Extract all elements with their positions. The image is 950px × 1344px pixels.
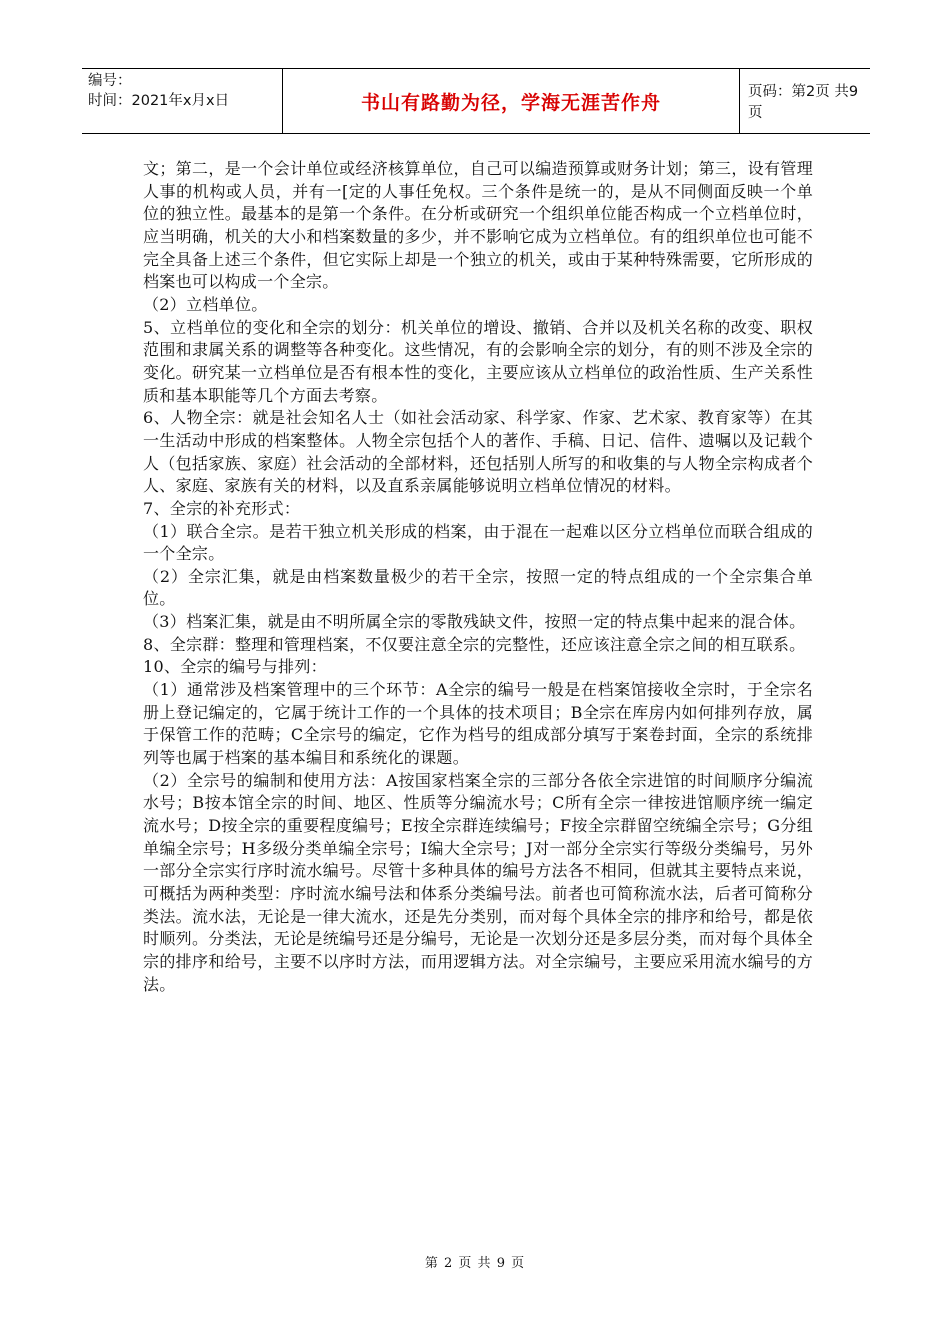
page-header <box>82 68 870 134</box>
header-motto-cell <box>282 69 740 133</box>
paragraph: （2）全宗汇集，就是由档案数量极少的若干全宗，按照一定的特点组成的一个全宗集合单位。 <box>143 566 813 609</box>
doc-time-label: 时间：2021年x月x日 <box>88 93 230 109</box>
paragraph: （1）联合全宗。是若干独立机关形成的档案，由于混在一起难以区分立档单位而联合组成的一个全宗。 <box>143 521 813 564</box>
header-page-cell <box>740 69 870 133</box>
paragraph: 8、全宗群：整理和管理档案，不仅要注意全宗的完整性，还应该注意全宗之间的相互联系。 <box>143 634 806 654</box>
paragraph: （2）立档单位。 <box>143 294 268 314</box>
header-page-label: 页码：第2页 共9页 <box>748 84 859 121</box>
paragraph: 文；第二，是一个会计单位或经济核算单位，自己可以编造预算或财务计划；第三，设有管理人事的机构或人员，并有一[定的人事任免权。三个条件是统一的，是从不同侧面反映一个单位的独立性。最基本的是第一个条件。在分析或研究一个组织单位能否构成一个立档单位时，应当明确，机关的大小和档案数量的多少，并不影响它成为立档单位。有的组织单位也可能不完全具备上述三个条件，但它实际上却是一个独立的机关，或由于某种特殊需要，它所形成的档案也可以构成一个全宗。 <box>143 159 813 292</box>
paragraph: （1）通常涉及档案管理中的三个环节：A全宗的编号一般是在档案馆接收全宗时，于全宗名册上登记编定的，它属于统计工作的一个具体的技术项目；B全宗在库房内如何排列存放，属于保管工作的范畴；C全宗号的编定，它作为档号的组成部分填写于案卷封面，全宗的系统排列等也属于档案的基本编目和系统化的课题。 <box>143 680 813 768</box>
paragraph: 10、全宗的编号与排列： <box>143 657 327 677</box>
doc-number-label: 编号： <box>88 73 132 89</box>
paragraph: （3）档案汇集，就是由不明所属全宗的零散残缺文件，按照一定的特点集中起来的混合体。 <box>143 612 806 632</box>
paragraph: 6、人物全宗：就是社会知名人士（如社会活动家、科学家、作家、艺术家、教育家等）在其一生活动中形成的档案整体。人物全宗包括个人的著作、手稿、日记、信件、遗嘱以及记载个人（包括家族、家庭）社会活动的全部材料，还包括别人所写的和收集的与人物全宗构成者个人、家庭、家族有关的材料，以及直系亲属能够说明立档单位情况的材料。 <box>143 408 813 496</box>
page-footer: 第 2 页 共 9 页 <box>424 1256 526 1271</box>
body-text <box>143 158 813 996</box>
paragraph: 7、全宗的补充形式： <box>143 498 301 518</box>
header-meta <box>82 69 282 133</box>
paragraph: （2）全宗号的编制和使用方法：A按国家档案全宗的三部分各依全宗进馆的时间顺序分编流水号；B按本馆全宗的时间、地区、性质等分编流水号；C所有全宗一律按进馆顺序统一编定流水号；D按全宗的重要程度编号；E按全宗群连续编号；F按全宗群留空统编全宗号；G分组单编全宗号；H多级分类单编全宗号；I编大全宗号；J对一部分全宗实行等级分类编号，另外一部分全宗实行序时流水编号。尽管十多种具体的编号方法各不相同，但就其主要特点来说，可概括为两种类型：序时流水编号法和体系分类编号法。前者也可简称流水法，后者可简称分类法。流水法，无论是一律大流水，还是先分类别，而对每个具体全宗的排序和给号，都是依时顺列。分类法，无论是统编号还是分编号，无论是一次划分还是多层分类，而对每个具体全宗的排序和给号，主要不以序时方法，而用逻辑方法。对全宗编号，主要应采用流水编号的方法。 <box>143 770 813 994</box>
header-motto: 书山有路勤为径，学海无涯苦作舟 <box>360 91 661 114</box>
paragraph: 5、立档单位的变化和全宗的划分：机关单位的增设、撤销、合并以及机关名称的改变、职权范围和隶属关系的调整等各种变化。这些情况，有的会影响全宗的划分，有的则不涉及全宗的变化。研究某一立档单位是否有根本性的变化，主要应该从立档单位的政治性质、生产关系性质和基本职能等几个方面去考察。 <box>143 317 813 405</box>
